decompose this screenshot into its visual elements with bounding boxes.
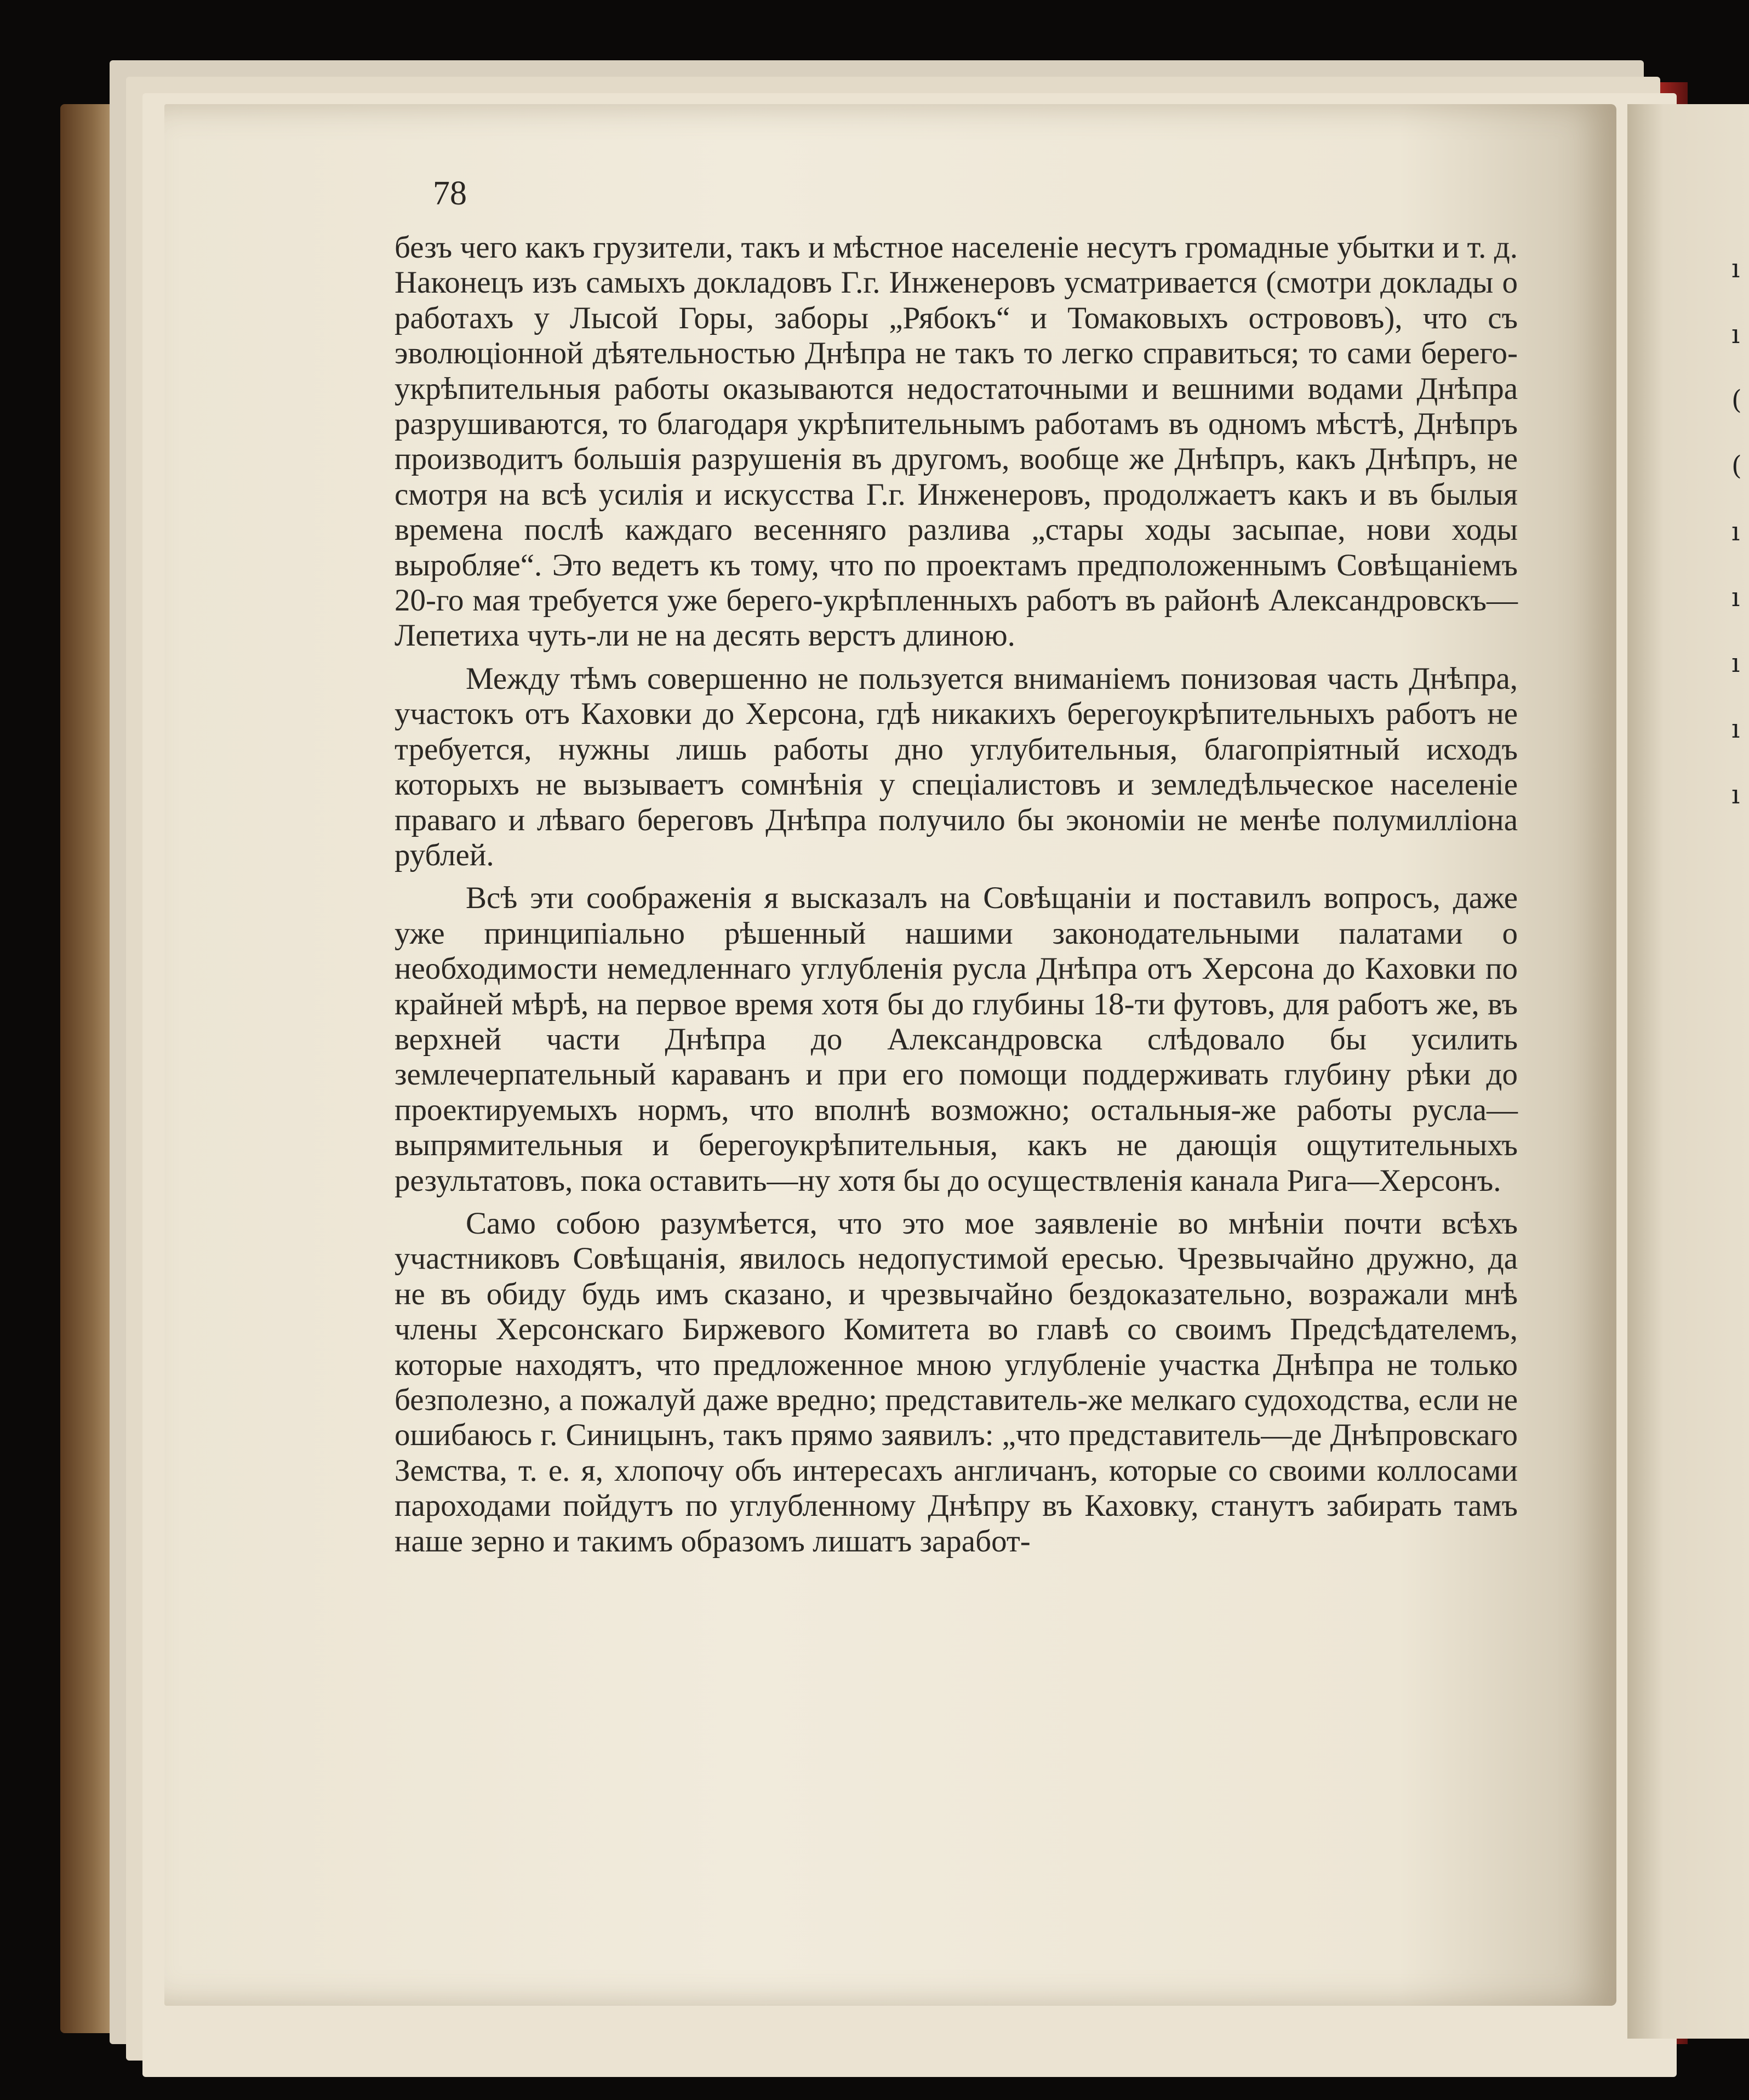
paragraph: безъ чего какъ грузители, такъ и мѣстное населеніе несутъ громадные убытки и т. д. Наконецъ изъ самыхъ докладовъ Г.г. Инженеровъ усматривается (смотри доклады о работахъ у Лысой Горы, заборы „Рябокъ“ и Томаковыхъ острововъ), что съ эволюціонной дѣятельностью Днѣпра не такъ то легко справиться; то сами берего-укрѣпительныя работы оказываются недостаточными и вешними водами Днѣпра разрушиваются, то благодаря укрѣпительнымъ работамъ въ одномъ мѣстѣ, Днѣпръ производитъ большія разрушенія въ другомъ, вообще же Днѣпръ, какъ Днѣпръ, не смотря на всѣ усилія и искусства Г.г. Инженеровъ, продолжаетъ какъ и въ былыя времена послѣ каждаго весенняго разлива „стары ходы засыпае, нови ходы выробляе“. Это ведетъ къ тому, что по проектамъ предположеннымъ Совѣщаніемъ 20-го мая требуется уже берего-укрѣпленныхъ работъ въ районѣ Александровскъ—Лепетиха чуть-ли не на десять верстъ длиною. [395,230,1518,653]
paragraph: Само собою разумѣется, что это мое заявленіе во мнѣніи почти всѣхъ участниковъ Совѣщанія, явилось недопустимой ересью. Чрезвычайно дружно, да не въ обиду будь имъ сказано, и чрезвычайно бездоказательно, возражали мнѣ члены Херсонскаго Биржевого Комитета во главѣ со своимъ Предсѣдателемъ, которые находятъ, что предложенное мною углубленіе участка Днѣпра не только безполезно, а пожалуй даже вредно; представитель-же мелкаго судоходства, если не ошибаюсь г. Синицынъ, такъ прямо заявилъ: „что представитель—де Днѣпровскаго Земства, т. е. я, хлопочу объ интересахъ англичанъ, которые со своими коллосами пароходами пойдутъ по углубленному Днѣпру въ Каховку, станутъ забирать тамъ наше зерно и такимъ образомъ лишатъ заработ- [395,1206,1518,1559]
facing-page-text-fragments: ı ı ( ( ı ı ı ı ı [1731,253,1742,810]
facing-page-edge [1627,104,1749,2039]
paragraph: Всѣ эти соображенія я высказалъ на Совѣщаніи и поставилъ вопросъ, даже уже принципіально рѣшенный нашими законодательными палатами о необходимости немедленнаго углубленія русла Днѣпра отъ Херсона до Каховки по крайней мѣрѣ, на первое время хотя бы до глубины 18-ти футовъ, для работъ же, въ верхней части Днѣпра до Александровска слѣдовало бы усилить землечерпательный караванъ и при его помощи поддерживать глубину рѣки до проектируемыхъ нормъ, что вполнѣ возможно; остальныя-же работы русла—выпрямительныя и берегоукрѣпительныя, какъ не дающія ощутительныхъ результатовъ, пока оставить—ну хотя бы до осуществленія канала Рига—Херсонъ. [395,881,1518,1198]
page-number: 78 [433,175,467,212]
paragraph: Между тѣмъ совершенно не пользуется вниманіемъ понизовая часть Днѣпра, участокъ отъ Каховки до Херсона, гдѣ никакихъ берегоукрѣпительныхъ работъ не требуется, нужны лишь работы дно углубительныя, благопріятный исходъ которыхъ не вызываетъ сомнѣнія у спеціалистовъ и земледѣльческое населеніе праваго и лѣваго береговъ Днѣпра получило бы экономіи не менѣе полумилліона рублей. [395,661,1518,872]
page-body-text [395,230,1518,1567]
